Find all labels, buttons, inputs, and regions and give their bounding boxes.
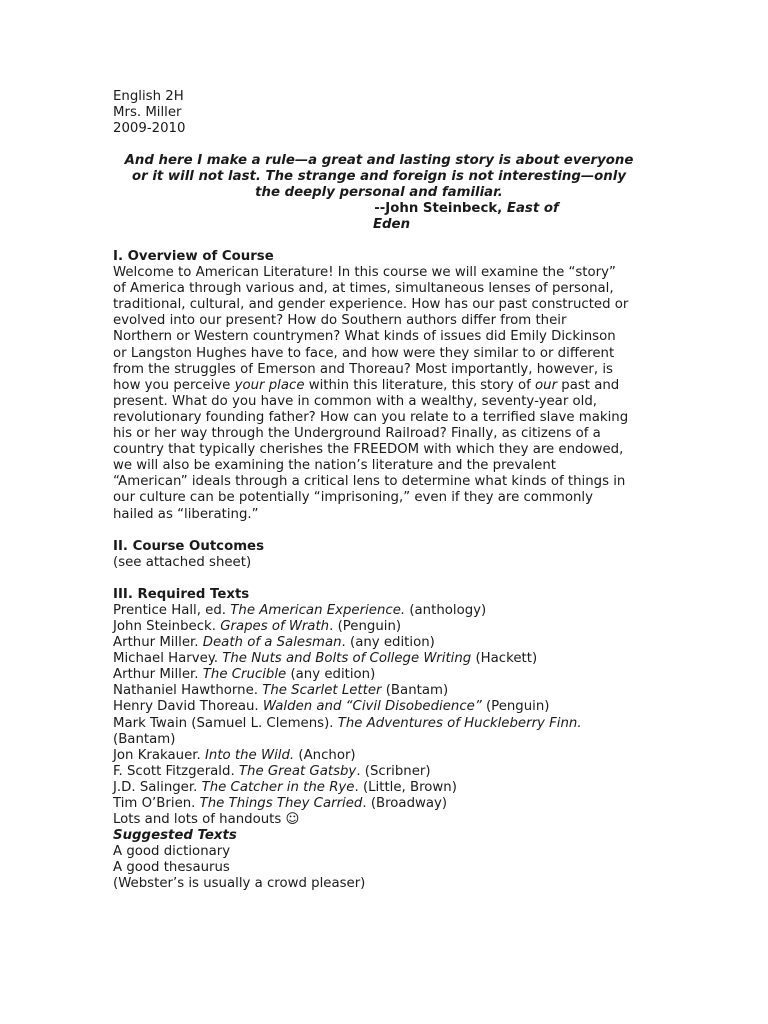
book-author: Mark Twain (Samuel L. Clemens).	[113, 715, 338, 731]
book-title: The American Experience.	[230, 602, 406, 618]
paragraph-line: “American” ideals through a critical lens to determine what kinds of things in	[113, 474, 626, 490]
required-texts-list	[113, 603, 658, 812]
book-author: Arthur Miller.	[113, 667, 203, 683]
paragraph-line: evolved into our present? How do Southern authors differ from their	[113, 313, 567, 329]
outcomes-text: (see attached sheet)	[113, 554, 252, 570]
paragraph-line: of America through various and, at times, simultaneous lenses of personal,	[113, 281, 614, 297]
book-entry	[113, 603, 658, 619]
attribution-title: East of	[506, 201, 559, 217]
paragraph-line: we will also be examining the nation’s literature and the prevalent	[113, 458, 556, 474]
epigraph-quote	[113, 153, 645, 233]
section-heading-outcomes: II. Course Outcomes	[113, 538, 264, 554]
quote-line: the deeply personal and familiar.	[255, 185, 503, 201]
book-publisher: . (Broadway)	[362, 796, 448, 811]
suggested-item: (Webster’s is usually a crowd pleaser)	[113, 876, 366, 892]
book-title: The Nuts and Bolts of College Writing	[222, 651, 472, 667]
book-title: Death of a Salesman	[202, 635, 342, 651]
section-heading-overview: I. Overview of Course	[113, 249, 274, 264]
book-author: Arthur Miller.	[113, 635, 203, 651]
paragraph-line: our culture can be potentially “imprisoning,” even if they are commonly	[113, 490, 593, 506]
attribution-author: --John Steinbeck,	[374, 201, 507, 217]
line-text: past and	[557, 377, 620, 393]
emphasis-text: your place	[234, 377, 305, 393]
smiley-icon: ☺	[285, 812, 300, 828]
school-year: 2009-2010	[113, 121, 186, 137]
book-publisher: (Penguin)	[481, 699, 550, 715]
book-entry	[113, 796, 658, 812]
spacer	[113, 523, 658, 539]
emphasis-text: our	[535, 377, 558, 393]
book-publisher: (Anchor)	[294, 747, 356, 763]
line-text: how you perceive	[113, 377, 235, 393]
book-entry	[113, 732, 658, 748]
paragraph-line: Northern or Western countrymen? What kinds of issues did Emily Dickinson	[113, 329, 616, 345]
book-title: The Scarlet Letter	[262, 683, 382, 699]
paragraph-line	[113, 378, 658, 394]
book-publisher: (anthology)	[405, 602, 487, 618]
book-publisher: . (Scribner)	[356, 763, 431, 779]
attribution-title-cont: Eden	[372, 217, 411, 233]
book-publisher: (any edition)	[286, 667, 376, 683]
book-author: Nathaniel Hawthorne.	[113, 683, 263, 699]
book-publisher: . (Little, Brown)	[354, 779, 457, 795]
spacer	[113, 571, 658, 587]
line-text: within this literature, this story of	[304, 377, 535, 393]
paragraph-line: his or her way through the Underground Railroad? Finally, as citizens of a	[113, 426, 601, 442]
book-publisher: . (any edition)	[341, 635, 435, 651]
book-title: The Things They Carried	[199, 796, 363, 811]
book-entry	[113, 635, 658, 651]
paragraph-line: Welcome to American Literature! In this course we will examine the “story”	[113, 265, 616, 281]
book-author: J.D. Salinger.	[113, 779, 202, 795]
book-author: Prentice Hall, ed.	[113, 602, 231, 618]
book-title: The Crucible	[202, 667, 287, 683]
quote-line: or it will not last. The strange and foreign is not interesting—only	[132, 169, 626, 185]
book-author: Michael Harvey.	[113, 651, 223, 667]
teacher-name: Mrs. Miller	[113, 105, 182, 121]
paragraph-line: country that typically cherishes the FREEDOM with which they are endowed,	[113, 442, 624, 458]
book-entry	[113, 619, 658, 635]
book-author: John Steinbeck.	[113, 618, 221, 634]
paragraph-line: present. What do you have in common with a wealthy, seventy-year old,	[113, 393, 598, 409]
quote-line: And here I make a rule—a great and lasting story is about everyone	[124, 153, 634, 168]
book-entry	[113, 780, 658, 796]
quote-attribution	[113, 201, 645, 217]
paragraph-line: or Langston Hughes have to face, and how were they similar to or different	[113, 345, 615, 361]
book-entry	[113, 764, 658, 780]
book-title: The Great Gatsby	[238, 763, 357, 779]
book-author: Henry David Thoreau.	[113, 699, 263, 715]
book-author: Tim O’Brien.	[113, 796, 200, 811]
book-entry	[113, 683, 658, 699]
suggested-texts-heading: Suggested Texts	[113, 828, 237, 844]
book-title: Grapes of Wrath	[220, 618, 330, 634]
book-author: Jon Krakauer.	[113, 747, 205, 763]
book-entry	[113, 748, 658, 764]
book-entry	[113, 667, 658, 683]
book-entry	[113, 699, 658, 715]
handouts-text: Lots and lots of handouts	[113, 812, 286, 828]
paragraph-line: from the struggles of Emerson and Thoreau? Most importantly, however, is	[113, 361, 613, 377]
book-author: (Bantam)	[113, 731, 176, 747]
suggested-item: A good dictionary	[113, 844, 231, 860]
book-publisher: (Hackett)	[471, 651, 538, 667]
paragraph-line: traditional, cultural, and gender experience. How has our past constructed or	[113, 297, 629, 313]
book-title: Walden and “Civil Disobedience”	[262, 699, 482, 715]
book-title: Into the Wild.	[204, 747, 295, 763]
book-publisher: . (Penguin)	[329, 618, 402, 634]
section-heading-texts: III. Required Texts	[113, 586, 250, 602]
paragraph-line: hailed as “liberating.”	[113, 506, 259, 522]
book-publisher: (Bantam)	[381, 683, 449, 699]
book-author: F. Scott Fitzgerald.	[113, 763, 239, 779]
overview-paragraph	[113, 265, 658, 523]
book-entry	[113, 651, 658, 667]
document-header	[113, 89, 185, 137]
book-entry	[113, 716, 658, 732]
book-title: The Catcher in the Rye	[201, 779, 355, 795]
suggested-item: A good thesaurus	[113, 860, 230, 876]
handouts-line	[113, 812, 658, 828]
document-body	[113, 249, 658, 893]
course-name: English 2H	[113, 89, 184, 104]
book-title: The Adventures of Huckleberry Finn.	[337, 715, 582, 731]
paragraph-line: revolutionary founding father? How can you relate to a terrified slave making	[113, 409, 629, 425]
